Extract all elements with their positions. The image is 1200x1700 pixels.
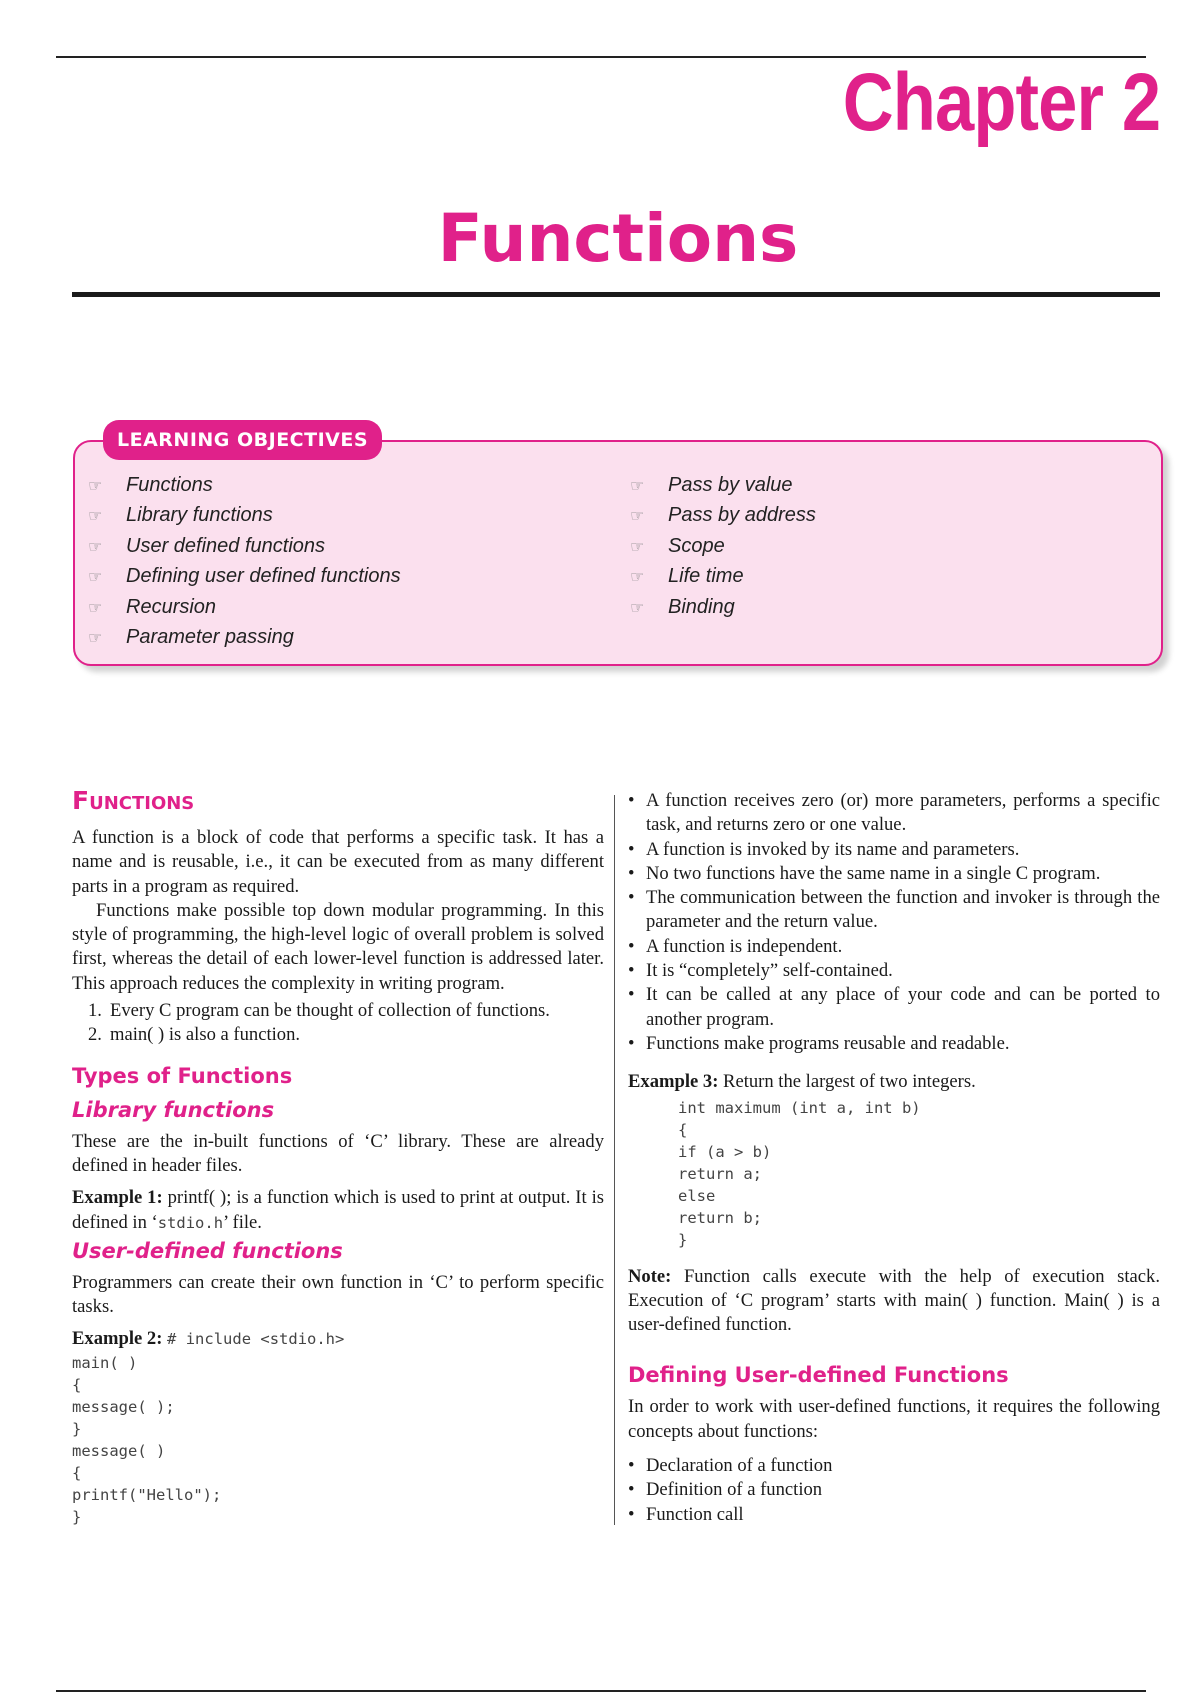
chapter-title: Functions bbox=[437, 200, 799, 277]
subheading-types: Types of Functions bbox=[72, 1063, 293, 1088]
list-item: • No two functions have the same name in a single C program. bbox=[628, 862, 1160, 886]
list-item: • It can be called at any place of your code and can be ported to another program. bbox=[628, 983, 1160, 1032]
objective-item: ☞ Pass by value bbox=[630, 473, 793, 496]
objective-item: ☞ Parameter passing bbox=[88, 626, 294, 649]
learning-objectives-left bbox=[88, 470, 401, 653]
example-2: Example 2: # include <stdio.h> bbox=[72, 1328, 345, 1350]
subheading-library: Library functions bbox=[72, 1097, 275, 1122]
numbered-list bbox=[72, 999, 604, 1048]
objective-item: ☞ Defining user defined functions bbox=[88, 565, 401, 588]
example-3: Example 3: Return the largest of two integers. bbox=[628, 1071, 976, 1093]
example-1: Example 1: printf( ); is a function which is used to print at output. It is defined in ‘stdio.h’ file. bbox=[72, 1187, 604, 1233]
objective-item: ☞ User defined functions bbox=[88, 534, 326, 557]
code-block: main( ) { message( ); } message( ) { printf("Hello"); } bbox=[72, 1353, 222, 1526]
learning-objectives-tab: LEARNING OBJECTIVES bbox=[103, 420, 382, 460]
objective-item: ☞ Scope bbox=[630, 534, 725, 557]
list-item: • Function call bbox=[628, 1503, 1160, 1527]
subheading-user-defined: User-defined functions bbox=[72, 1238, 343, 1263]
subheading-defining: Defining User-defined Functions bbox=[628, 1363, 1009, 1388]
list-item: 2. main( ) is also a function. bbox=[88, 1024, 301, 1046]
list-item: • It is “completely” self-contained. bbox=[628, 959, 1160, 983]
pointing-hand-icon: ☞ bbox=[630, 567, 645, 587]
pointing-hand-icon: ☞ bbox=[88, 475, 103, 495]
chapter-label: Chapter 2 bbox=[842, 57, 1160, 148]
objective-item: ☞ Pass by address bbox=[630, 504, 816, 527]
objective-item: ☞ Library functions bbox=[88, 504, 273, 527]
objective-item: ☞ Functions bbox=[88, 473, 213, 496]
list-item: • Functions make programs reusable and readable. bbox=[628, 1032, 1160, 1056]
defining-concepts-list bbox=[628, 1454, 1160, 1527]
list-item: • A function is independent. bbox=[628, 935, 1160, 959]
function-properties-list bbox=[628, 789, 1160, 1056]
pointing-hand-icon: ☞ bbox=[88, 506, 103, 526]
list-item: 1. Every C program can be thought of collection of functions. bbox=[88, 1000, 550, 1022]
objective-item: ☞ Recursion bbox=[88, 595, 217, 618]
title-rule bbox=[72, 292, 1160, 297]
left-column bbox=[72, 786, 604, 1528]
list-item: • Declaration of a function bbox=[628, 1454, 1160, 1478]
paragraph: In order to work with user-defined functions, it requires the following concepts about functions: bbox=[628, 1396, 1160, 1442]
note: Note: Function calls execute with the help of execution stack. Execution of ‘C program’ starts with main( ) function. Main( ) is a user-defined function. bbox=[628, 1265, 1160, 1336]
code-block: int maximum (int a, int b) { if (a > b) return a; else return b; } bbox=[678, 1098, 921, 1249]
list-item: • Definition of a function bbox=[628, 1478, 1160, 1502]
pointing-hand-icon: ☞ bbox=[88, 536, 103, 556]
pointing-hand-icon: ☞ bbox=[88, 567, 103, 587]
learning-objectives-right bbox=[630, 470, 816, 623]
pointing-hand-icon: ☞ bbox=[88, 597, 103, 617]
column-divider bbox=[614, 795, 615, 1525]
objective-item: ☞ Life time bbox=[630, 565, 744, 588]
objective-item: ☞ Binding bbox=[630, 595, 735, 618]
pointing-hand-icon: ☞ bbox=[630, 597, 645, 617]
paragraph: A function is a block of code that performs a specific task. It has a name and is reusable, i.e., it can be executed from as many different parts in a program as required. bbox=[72, 827, 604, 897]
bottom-rule bbox=[56, 1690, 1146, 1692]
pointing-hand-icon: ☞ bbox=[630, 536, 645, 556]
pointing-hand-icon: ☞ bbox=[88, 628, 103, 648]
list-item: • A function receives zero (or) more parameters, performs a specific task, and returns zero or one value. bbox=[628, 789, 1160, 838]
list-item: • The communication between the function and invoker is through the parameter and the return value. bbox=[628, 886, 1160, 935]
pointing-hand-icon: ☞ bbox=[630, 475, 645, 495]
pointing-hand-icon: ☞ bbox=[630, 506, 645, 526]
paragraph: Functions make possible top down modular programming. In this style of programming, the high-level logic of overall problem is solved first, whereas the detail of each lower-level function is addressed later. This approach reduces the complexity in writing program. bbox=[72, 899, 604, 994]
section-heading-functions: Functions bbox=[72, 786, 195, 815]
paragraph: Programmers can create their own function in ‘C’ to perform specific tasks. bbox=[72, 1271, 604, 1318]
list-item: • A function is invoked by its name and parameters. bbox=[628, 838, 1160, 862]
paragraph: These are the in-built functions of ‘C’ library. These are already defined in header files. bbox=[72, 1130, 604, 1176]
right-column bbox=[628, 789, 1160, 1527]
